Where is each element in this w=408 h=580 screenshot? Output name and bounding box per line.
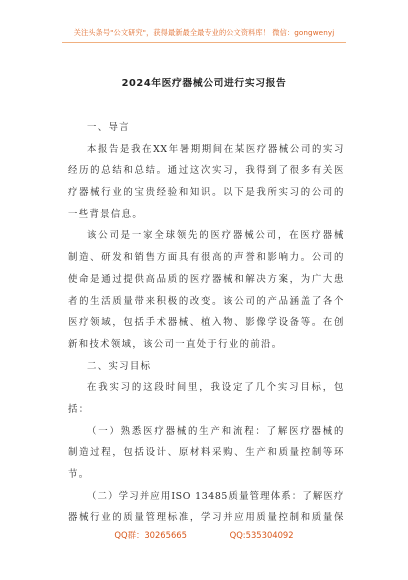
body-text-line: （二）学习并应用ISO 13485质量管理体系：了解医疗	[87, 490, 344, 502]
body-text-line: 医疗领域，包括手术器械、植入物、影像学设备等。在创	[68, 317, 344, 329]
body-text-line: 制造、研发和销售方面具有很高的声誉和影响力。公司的	[68, 252, 344, 264]
footer-qq-contact: QQ:535304092	[229, 530, 294, 540]
section-heading: 一、导言	[87, 122, 130, 133]
body-text-line: 括：	[68, 403, 90, 415]
body-text-line: 经历的总结和总结。通过这次实习，我得到了很多有关医	[68, 165, 344, 177]
body-text-line: 一些背景信息。	[68, 208, 144, 220]
document-body	[68, 117, 344, 529]
body-text-line: 者的生活质量带来积极的改变。该公司的产品涵盖了各个	[68, 295, 344, 307]
page-footer	[0, 529, 408, 541]
body-text-line: 疗器械行业的宝贵经验和知识。以下是我所实习的公司的	[68, 187, 344, 199]
body-text-line: 该公司是一家全球领先的医疗器械公司，在医疗器械	[87, 230, 344, 242]
body-text-line: 使命是通过提供高品质的医疗器械和解决方案，为广大患	[68, 273, 344, 285]
body-text-line: （一）熟悉医疗器械的生产和流程：了解医疗器械的	[87, 425, 344, 437]
body-text-line: 新和技术领域，该公司一直处于行业的前沿。	[68, 338, 283, 350]
body-text-line: 器械行业的质量管理标准，学习并应用质量控制和质量保	[68, 512, 344, 524]
document-title: 2024年医疗器械公司进行实习报告	[121, 78, 287, 89]
body-text-line: 制造过程，包括设计、原材料采购、生产和质量控制等环	[68, 447, 344, 459]
body-text-line: 本报告是我在XX年暑期期间在某医疗器械公司的实习	[87, 143, 344, 155]
page-header	[0, 0, 408, 56]
header-note: 关注头条号"公文研究"，获得最新最全最专业的公文资料库！ 微信：gongwenyj	[73, 28, 335, 37]
body-text-line: 在我实习的这段时间里，我设定了几个实习目标，包	[87, 382, 344, 394]
header-divider	[62, 42, 346, 43]
section-heading: 二、实习目标	[87, 360, 152, 372]
footer-qq-group: QQ群：30265665	[114, 530, 187, 540]
body-text-line: 节。	[68, 469, 90, 480]
